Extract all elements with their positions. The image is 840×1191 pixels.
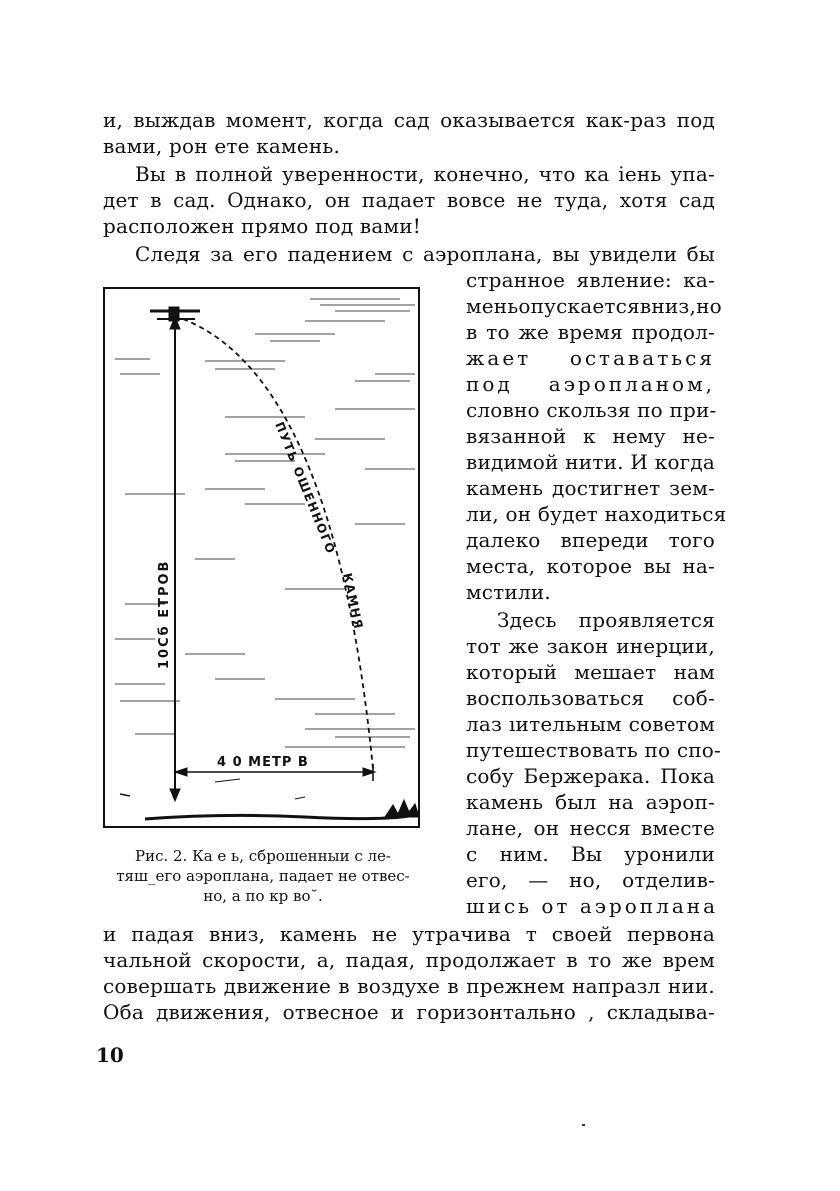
vertical-label: 10Сб ЕТРОВ xyxy=(157,559,172,669)
caption-line: тяш_его аэроплана, падает не отвес- xyxy=(116,867,410,885)
text-line: Вы в полной уверенности, конечно, что ка іень упа- xyxy=(135,162,715,186)
print-speck xyxy=(582,1124,585,1126)
text-line: видимой нити. И когда xyxy=(466,450,715,474)
text-line: лане, он несся вместе xyxy=(466,816,715,840)
falling-stone-diagram xyxy=(105,289,422,830)
text-line: меньопускаетсявниз,но xyxy=(466,294,722,318)
text-line: шись от аэроплана xyxy=(466,894,719,918)
text-line: вязанной к нему не- xyxy=(466,424,715,448)
text-line: места, которое вы на- xyxy=(466,554,715,578)
vertical-height-arrow xyxy=(170,317,180,801)
trajectory-label: ПУТЬ ОШЕННОГО xyxy=(272,419,339,557)
text-line: совершать движение в воздухе в прежнем напразл нии. xyxy=(103,974,715,998)
figure-falling-stone xyxy=(103,287,420,828)
text-line: тот же закон инерции, xyxy=(466,634,715,658)
text-line: собу Бержерака. Пока xyxy=(466,764,715,788)
text-line: расположен прямо под вами! xyxy=(103,214,422,238)
trajectory-label-stone: КАМНЯ xyxy=(340,571,366,632)
text-line: с ним. Вы уронили xyxy=(466,842,715,866)
figure-caption xyxy=(103,846,423,906)
text-line: камень был на аэроп- xyxy=(466,790,715,814)
text-line: странное явление: ка- xyxy=(466,268,715,292)
text-line: чальной скорости, а, падая, продолжает в то же врем xyxy=(103,948,715,972)
text-line: и падая вниз, камень не утрачива т своей первона xyxy=(103,922,715,946)
text-line: в то же время продол- xyxy=(466,320,715,344)
text-line: словно скользя по при- xyxy=(466,398,717,422)
caption-line: Рис. 2. Ка е ь, сброшенныи с ле- xyxy=(134,847,391,865)
text-line: лаз ıительным советом xyxy=(466,712,715,736)
sky-streaks xyxy=(115,299,415,747)
page-number: 10 xyxy=(96,1043,124,1067)
text-line: воспользоваться соб- xyxy=(466,686,715,710)
caption-line: но, а по кр во˘. xyxy=(203,887,323,905)
stone-trajectory xyxy=(183,319,373,769)
text-line: далеко впереди того xyxy=(466,528,715,552)
ground xyxy=(120,779,419,819)
text-line: вами, рон ете камень. xyxy=(103,134,341,158)
text-line: дет в сад. Однако, он падает вовсе не туда, хотя сад xyxy=(103,188,715,212)
horizontal-label: 4 0 МЕТР В xyxy=(217,755,309,770)
text-line: и, выждав момент, когда сад оказывается как-раз под xyxy=(103,108,715,132)
text-line: жает оставаться xyxy=(466,346,715,370)
text-line: путешествовать по спо- xyxy=(466,738,721,762)
text-line: Оба движения, отвесное и горизонтально , складыва- xyxy=(103,1000,715,1024)
text-line: под аэропланом, xyxy=(466,372,715,396)
text-line: ли, он будет находиться xyxy=(466,502,727,526)
text-line: его, — но, отделив- xyxy=(466,868,715,892)
text-line: который мешает нам xyxy=(466,660,715,684)
text-line: Следя за его падением с аэроплана, вы увидели бы xyxy=(135,242,715,266)
text-line: камень достигнет зем- xyxy=(466,476,715,500)
text-line: мстили. xyxy=(466,580,551,604)
text-line: Здесь проявляется xyxy=(497,608,715,632)
